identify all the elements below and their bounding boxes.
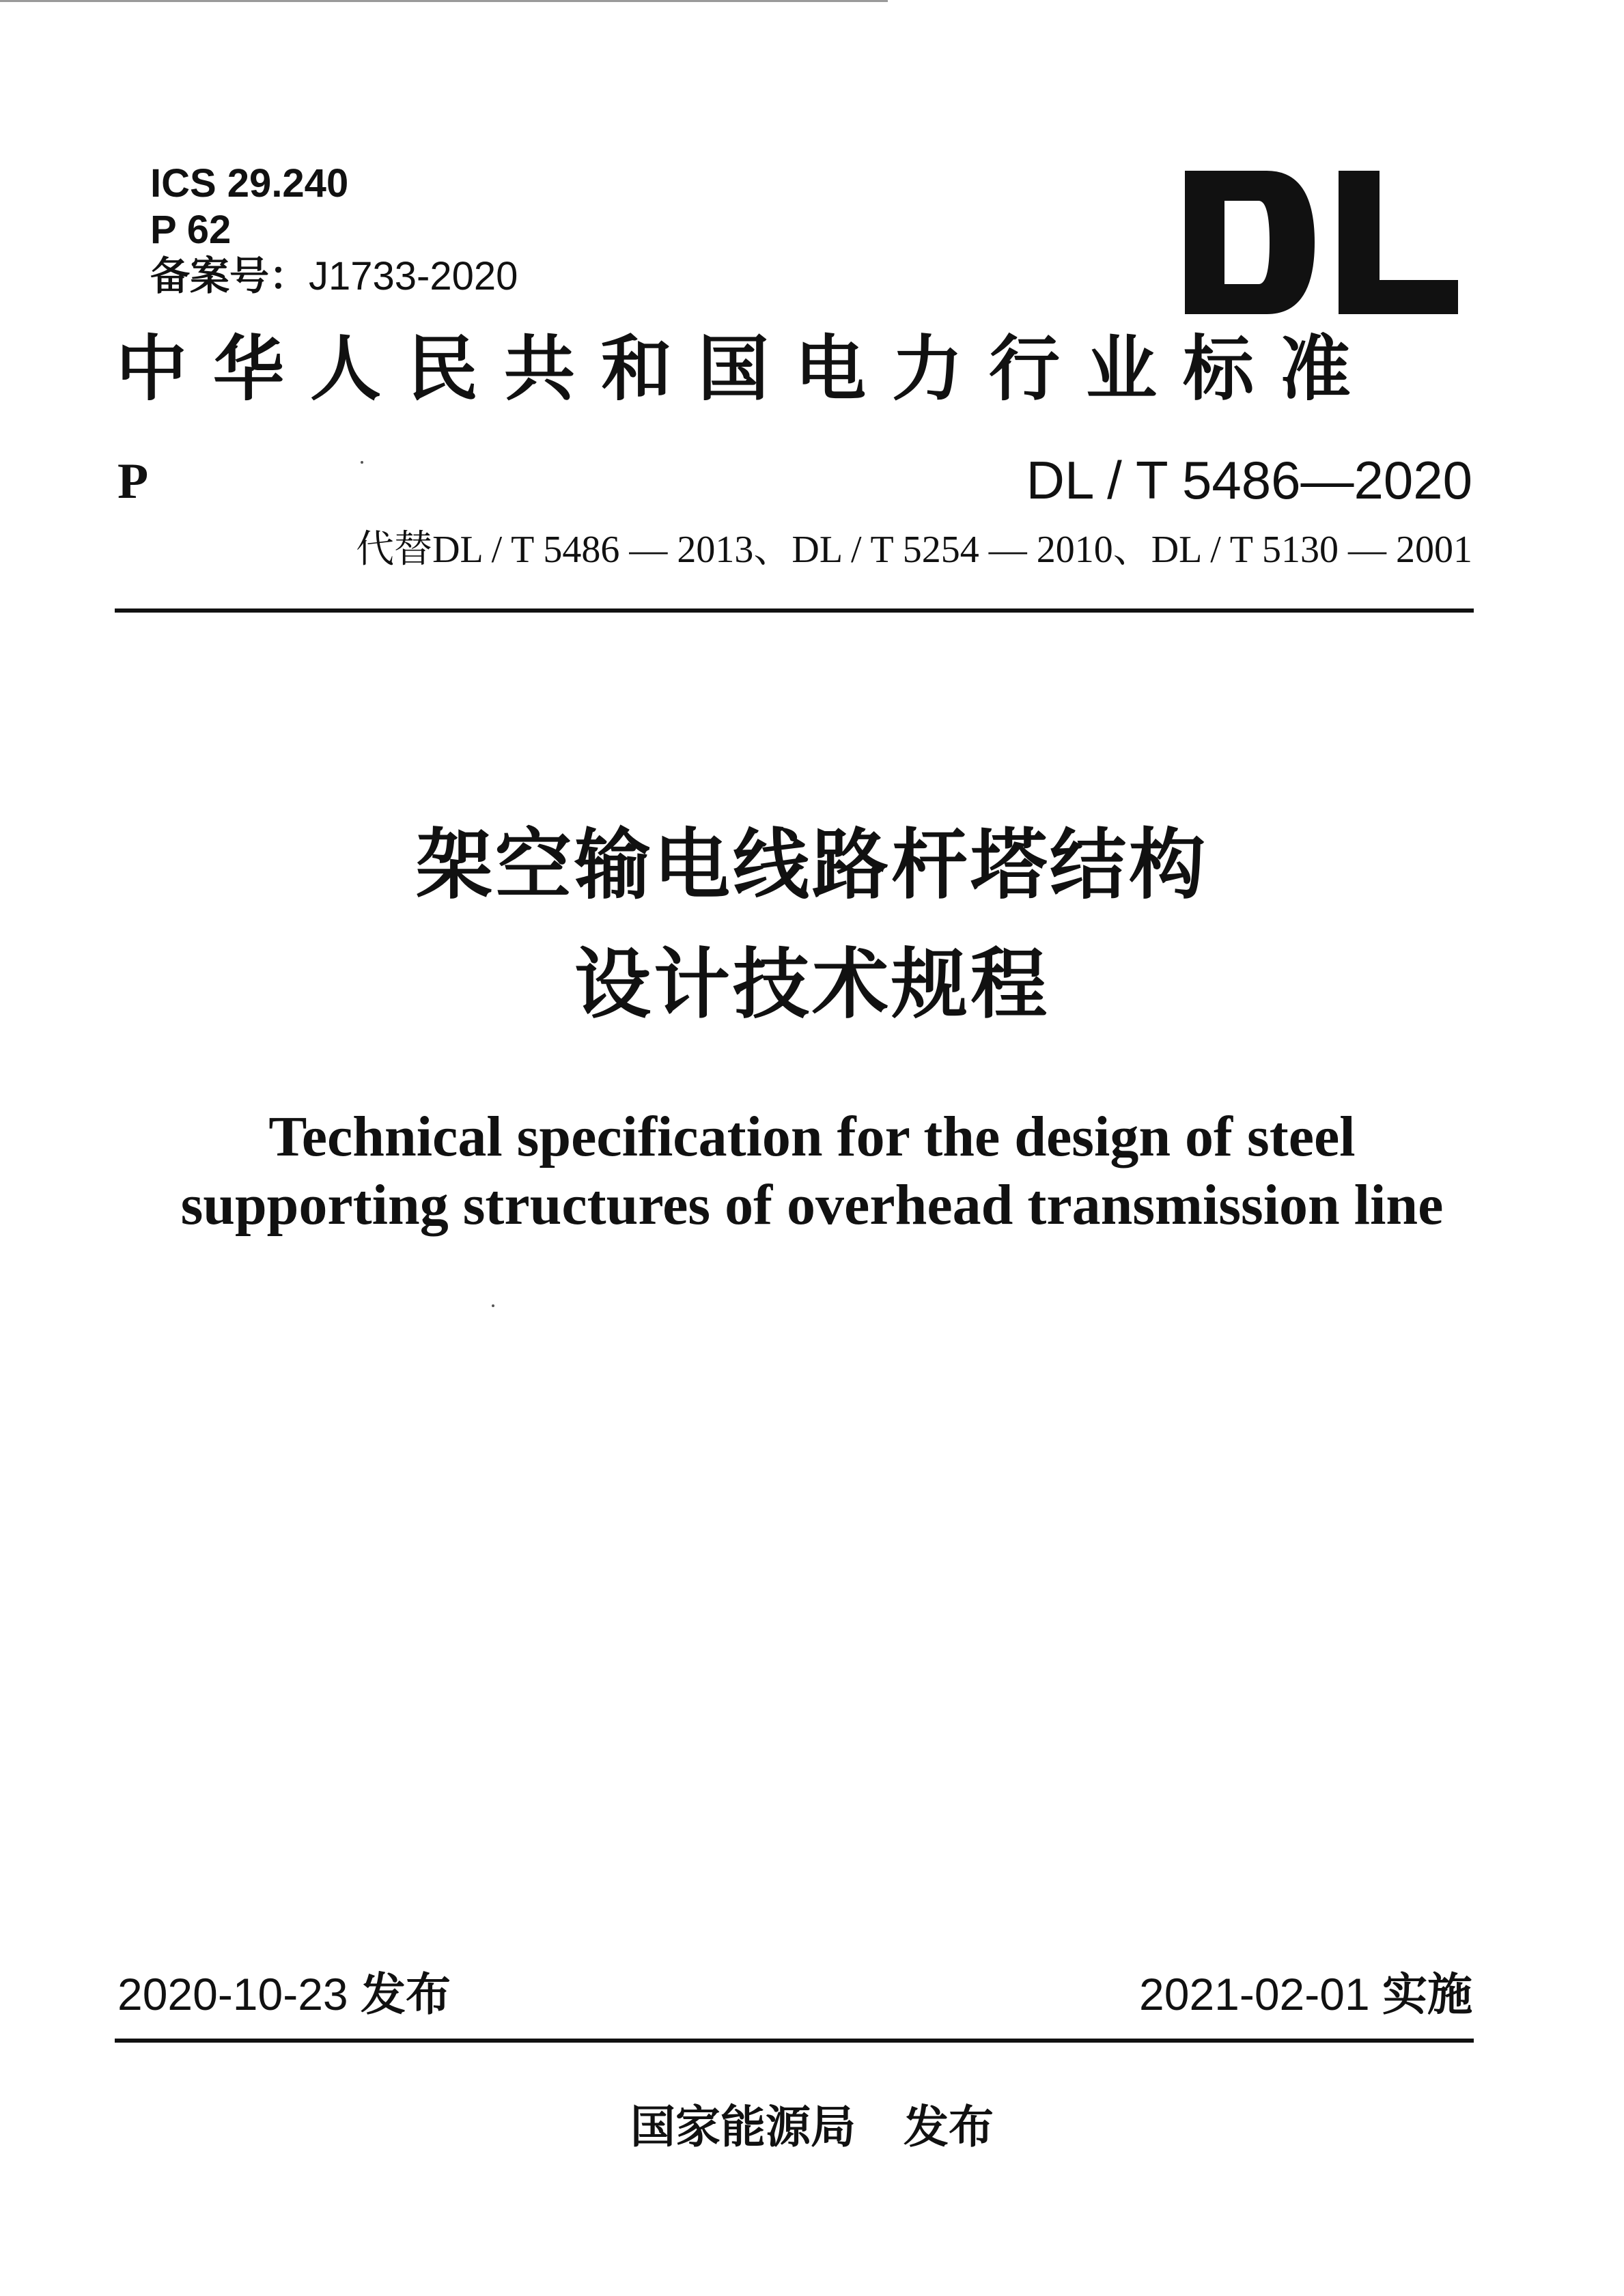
english-title-line-2: supporting structures of overhead transmission line xyxy=(180,1173,1444,1237)
bottom-divider xyxy=(115,2039,1474,2043)
dl-logo-letter-d xyxy=(1185,171,1315,314)
english-title xyxy=(0,1103,1624,1240)
publisher-action: 发布 xyxy=(904,2101,994,2153)
publisher-name: 国家能源局 xyxy=(630,2101,856,2153)
implementation-label: 实施 xyxy=(1382,1969,1472,2019)
scan-speck xyxy=(492,1304,494,1307)
chinese-title-line-1: 架空输电线路杆塔结构 xyxy=(416,821,1208,910)
ics-code: ICS 29.240 xyxy=(150,161,349,206)
implementation-date-line xyxy=(1139,1967,1472,2021)
classification-code: P 62 xyxy=(150,208,232,252)
top-divider xyxy=(115,608,1474,613)
standard-number: DL / T 5486—2020 xyxy=(1026,450,1472,510)
issue-label: 发布 xyxy=(360,1969,451,2019)
filing-number: J1733-2020 xyxy=(309,254,518,298)
standard-type-title: 中华人民共和国电力行业标准 xyxy=(116,326,1377,410)
chinese-title xyxy=(0,806,1624,1045)
implementation-date: 2021-02-01 xyxy=(1139,1969,1370,2019)
scan-speck xyxy=(361,461,363,464)
filing-label: 备案号： xyxy=(150,254,309,298)
issue-date-line xyxy=(117,1967,451,2021)
dl-logo-letter-l xyxy=(1339,171,1458,314)
classification-block xyxy=(150,160,518,300)
english-title-line-1: Technical specification for the design of steel xyxy=(268,1105,1356,1168)
publisher-line xyxy=(0,2097,1624,2158)
dl-logo xyxy=(1185,171,1458,314)
chinese-title-line-2: 设计技术规程 xyxy=(574,940,1050,1029)
replaces-line: 代替DL / T 5486 — 2013、DL / T 5254 — 2010、DL / T 5130 — 2001 xyxy=(356,529,1472,571)
scan-edge-line xyxy=(0,0,888,2)
category-letter: P xyxy=(117,453,149,509)
issue-date: 2020-10-23 xyxy=(117,1969,348,2019)
filing-number-line xyxy=(150,253,518,300)
